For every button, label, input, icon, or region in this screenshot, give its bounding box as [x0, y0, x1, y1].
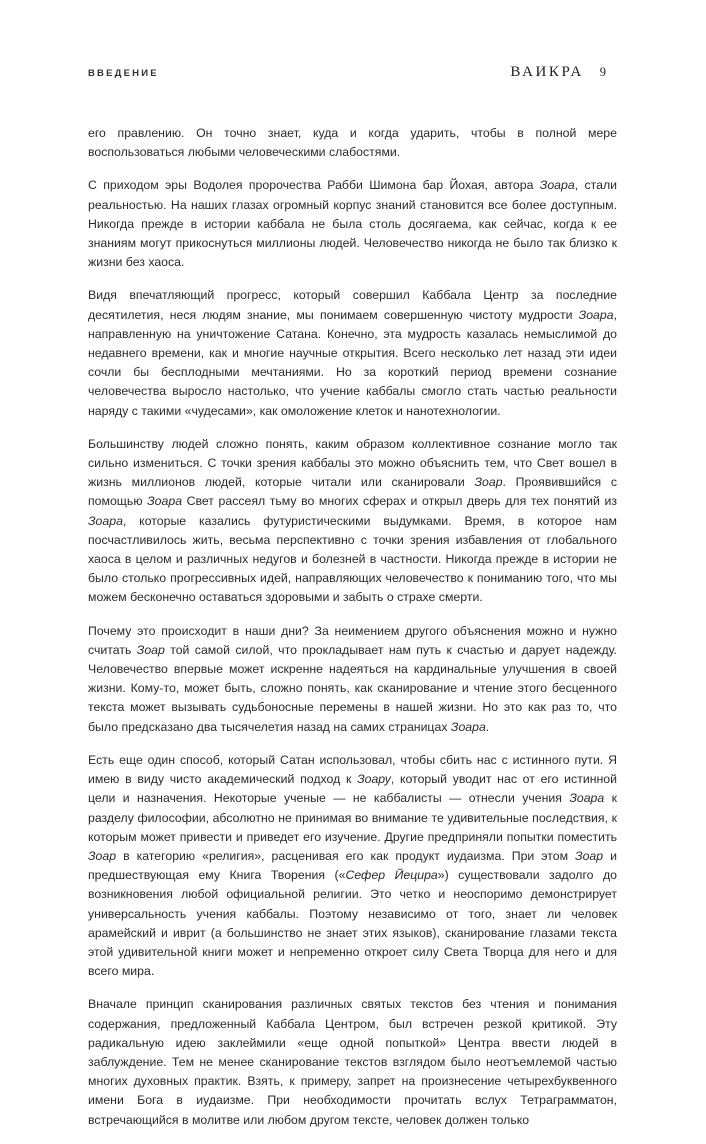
paragraph: [88, 995, 617, 1129]
text-run: той самой силой, что прокладывает нам путь к счастью и дарует надежду. Человечество впервые может искренне надеяться на кардинальные улучшения в своей жизни. Кому-то, может быть, сложно понять, как сканирование и чтение этого бесценного текста может вызывать судьбоносные перемены в нашей жизни. Но это как раз то, что было предсказано два тысячелетия назад на самих страницах: [88, 642, 617, 734]
text-run: ») существовали задолго до возникновения любой официальной религии. Это четко и неоспоримо демонстрирует универсальность учения каббалы. Поэтому независимо от того, знает ли человек арамейский и иврит (а большинство не знает этих языков), сканирование глазами текста этой удивительной книги может и непременно откроет силу Света Творца для него и для всего мира.: [88, 868, 617, 979]
text-run: Свет рассеял тьму во многих сферах и открыл дверь для тех понятий из: [182, 494, 617, 509]
text-run: Почему это происходит в наши дни? За неимением другого объяснения можно и нужно считать: [88, 623, 617, 657]
text-run: С приходом эры Водолея пророчества Рабби Шимона бар Йохая, автора: [88, 178, 540, 193]
section-title: ВВЕДЕНИЕ: [88, 68, 159, 79]
paragraph: [88, 176, 617, 272]
paragraph: [88, 286, 617, 420]
text-run: Вначале принцип сканирования различных святых текстов без чтения и понимания содержания, предложенный Каббала Центром, был встречен резкой критикой. Эту радикальную идею заклеймили «еще одной попыткой» Центра ввести людей в заблуждение. Тем не менее сканирование текстов взглядом было неотъемлемой частью многих духовных практик. Взять, к примеру, запрет на произнесение четырехбуквенного имени Бога в иудаизме. При необходимости прочитать вслух Тетраграмматон, встречающийся в молитве или любом другом тексте, человек должен только: [88, 997, 617, 1127]
text-run: . Проявившийся с помощью: [88, 475, 618, 509]
text-run: Видя впечатляющий прогресс, который совершил Каббала Центр за последние десятилетия, неся людям знание, мы понимаем совершенную чистоту мудрости: [88, 288, 617, 322]
body-text: [88, 124, 617, 1144]
italic-title: Зоара: [450, 719, 486, 734]
italic-title: Зоара: [539, 178, 575, 193]
italic-title: Зоар: [575, 848, 604, 863]
italic-title: Зоара: [578, 307, 614, 322]
text-run: его правлению. Он точно знает, куда и когда ударить, чтобы в полной мере воспользоваться любыми человеческими слабостями.: [88, 126, 617, 160]
text-run: и предшествующая ему Книга Творения («: [88, 848, 617, 883]
paragraph: [88, 622, 617, 737]
italic-title: Зоару: [357, 772, 391, 787]
text-run: Большинству людей сложно понять, каким образом коллективное сознание могло так сильно измениться. С точки зрения каббалы это можно объяснить тем, что Свет вошел в жизнь миллионов людей, которые читали или сканировали: [88, 436, 617, 490]
text-run: , которые казались футуристическими выдумками. Время, в которое нам посчастливилось жить, весьма перспективно с точки зрения избавления от глобального хаоса в целом и различных недугов и болезней в частности. Никогда прежде в истории не было столько прогрессивных идей, направляющих человечество к пониманию того, что мы можем бесконечно оставаться здоровыми и забыть о страхе смерти.: [88, 513, 617, 605]
text-run: .: [485, 719, 490, 734]
italic-title: Зоар: [474, 475, 503, 490]
page-number: 9: [599, 65, 606, 79]
text-run: Есть еще один способ, который Сатан использовал, чтобы сбить нас с истинного пути. Я имею в виду чисто академический подход к: [88, 752, 617, 787]
paragraph: [88, 751, 617, 981]
italic-title: Зоар: [88, 848, 117, 863]
text-run: , направленную на уничтожение Сатана. Конечно, эта мудрость казалась немыслимой до недавнего времени, как и многие научные открытия. Всего несколько лет назад эти идеи сочли бы бесплодными мечтаниями. Но за короткий период времени сознание человечества выросло настолько, что учение каббалы смогло стать частью реальности наряду с такими «чудесами», как омоложение клеток и нанотехнологии.: [88, 307, 617, 418]
text-run: в категорию «религия», расценивая его как продукт иудаизма. При этом: [116, 848, 576, 863]
italic-title: Сефер Йецира: [345, 868, 438, 883]
text-run: , стали реальностью. На наших глазах огромный корпус знаний становится все более доступным. Никогда прежде в истории каббала не была столь досягаема, как сейчас, когда к ее знаниям могут прикоснуться миллионы людей. Человечество никогда не было так близко к жизни без хаоса.: [88, 178, 617, 270]
paragraph: [88, 435, 617, 608]
paragraph: [88, 124, 617, 162]
italic-title: Зоар: [136, 642, 165, 657]
italic-title: Зоара: [88, 513, 123, 528]
running-header: [88, 64, 606, 84]
text-run: к разделу философии, абсолютно не принимая во внимание те удивительные последствия, к которым может привести и приведет его изучение. Другие предприняли попытки поместить: [88, 791, 618, 844]
italic-title: Зоара: [147, 494, 183, 509]
italic-title: Зоара: [569, 791, 605, 806]
text-run: , который уводит нас от его истинной цели и назначения. Некоторые ученые — не каббалисты — отнесли учения: [88, 772, 617, 806]
book-title: ВАИКРА: [510, 64, 584, 80]
